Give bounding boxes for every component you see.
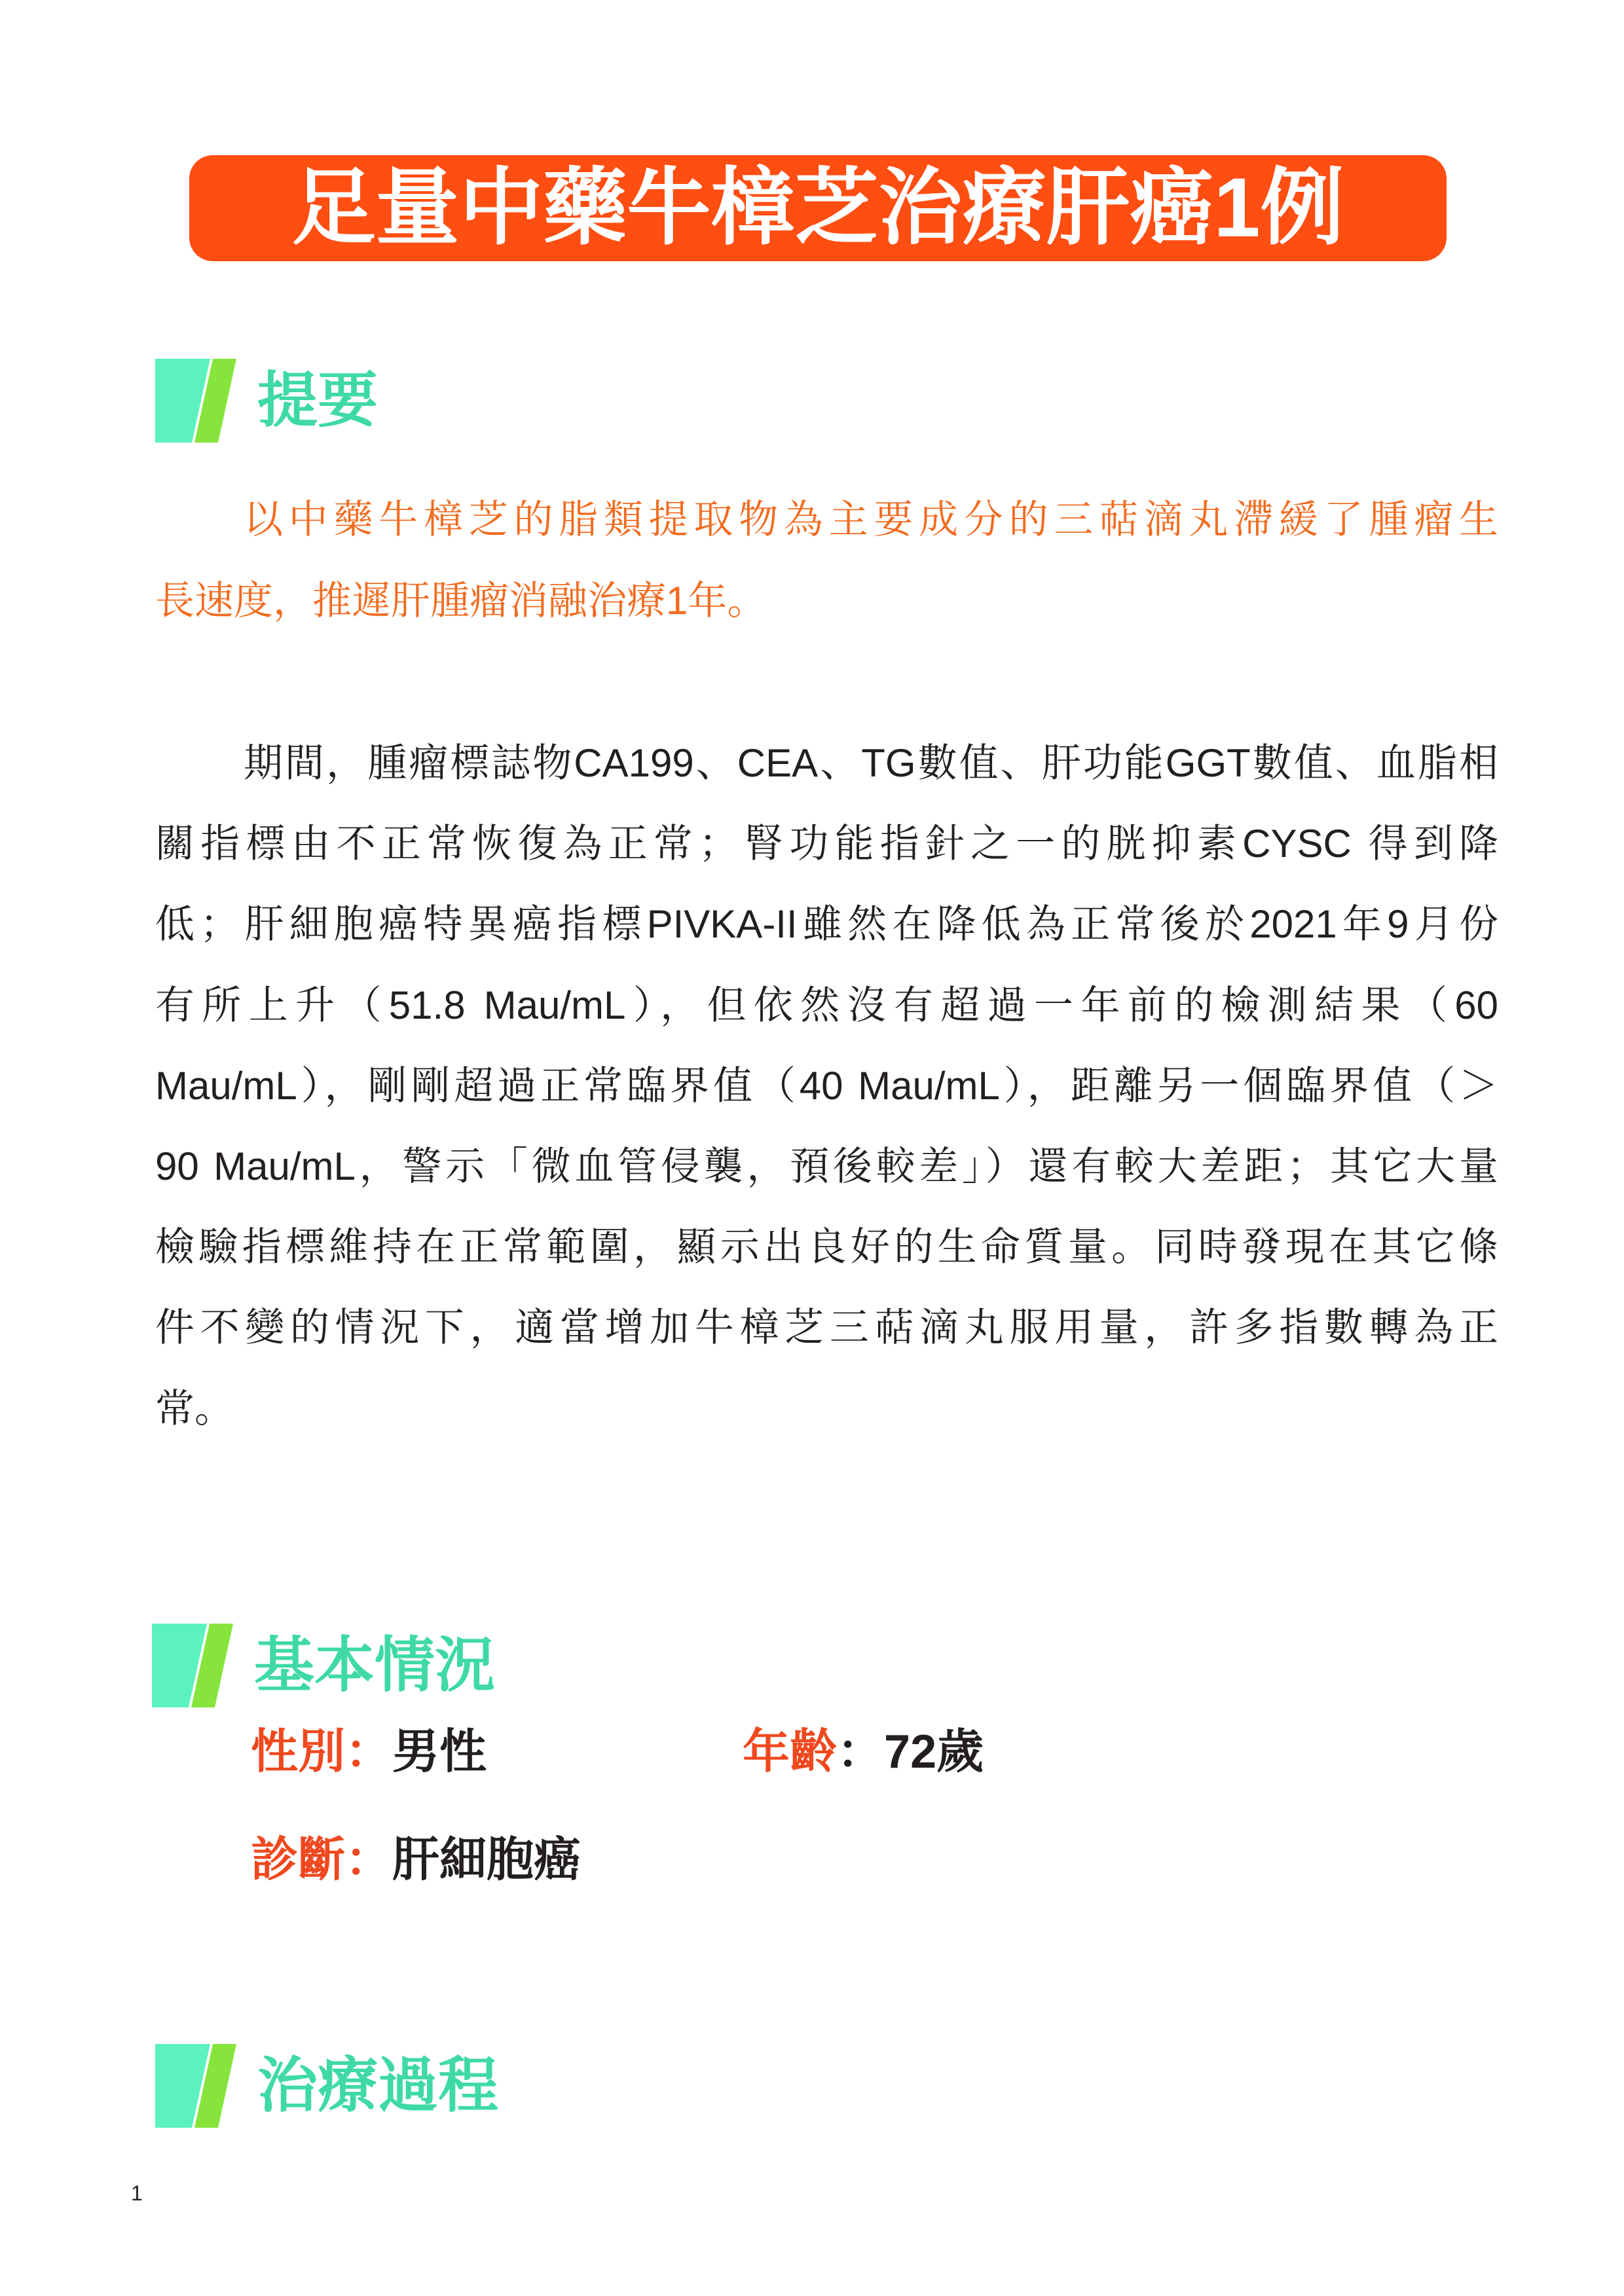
page-title: 足量中藥牛樟芝治療肝癌1例 [291, 161, 1344, 255]
section-marker-icon [152, 1624, 233, 1707]
paragraph-line: 關指標由不正常恢復為正常；腎功能指針之一的胱抑素CYSC 得到降 [155, 822, 1498, 866]
paragraph-line: Mau/mL），剛剛超過正常臨界值（40 Mau/mL），距離另一個臨界值（＞ [155, 1063, 1498, 1108]
section-heading-treatment [155, 2044, 498, 2128]
section-heading-basic-info [152, 1624, 495, 1707]
paragraph-line: 有所上升（51.8 Mau/mL），但依然沒有超過一年前的檢測結果（60 [155, 983, 1498, 1027]
summary-highlight-paragraph [155, 479, 1498, 642]
page-number: 1 [131, 2181, 143, 2205]
paragraph-line: 90 Mau/mL，警示「微血管侵襲，預後較差」）還有較大差距；其它大量 [155, 1144, 1498, 1188]
title-banner [189, 155, 1447, 261]
diagnosis-label: 診斷： [251, 1834, 393, 1886]
diagnosis-value: 肝細胞癌 [392, 1834, 581, 1886]
age-separator: ： [837, 1726, 885, 1778]
section-heading-summary [155, 359, 378, 443]
diagnosis-row [251, 1827, 581, 1893]
age-value: 72歲 [884, 1726, 984, 1778]
paragraph-line: 長速度，推遲肝腫瘤消融治療1年。 [155, 579, 767, 623]
section-title: 基本情況 [254, 1632, 496, 1699]
paragraph-line: 檢驗指標維持在正常範圍，顯示出良好的生命質量。同時發現在其它條 [155, 1225, 1498, 1269]
age-row [743, 1719, 984, 1785]
paragraph-line: 件不變的情況下，適當增加牛樟芝三萜滴丸服用量，許多指數轉為正 [155, 1305, 1498, 1350]
gender-label: 性別： [251, 1726, 393, 1778]
gender-value: 男性 [392, 1726, 487, 1778]
paragraph-line: 期間，腫瘤標誌物CA199、CEA、TG數值、肝功能GGT數值、血脂相 [244, 741, 1498, 785]
section-marker-icon [155, 2044, 236, 2128]
summary-body-paragraph [155, 723, 1498, 1449]
age-label: 年齡 [743, 1726, 838, 1778]
paragraph-line: 低；肝細胞癌特異癌指標PIVKA-II雖然在降低為正常後於2021年9月份 [155, 902, 1498, 947]
section-marker-icon [155, 359, 236, 443]
paragraph-line: 以中藥牛樟芝的脂類提取物為主要成分的三萜滴丸滯緩了腫瘤生 [244, 498, 1498, 541]
paragraph-line: 常。 [155, 1386, 234, 1430]
section-title: 提要 [257, 367, 378, 434]
section-title: 治療過程 [257, 2052, 499, 2119]
gender-row [251, 1719, 487, 1785]
